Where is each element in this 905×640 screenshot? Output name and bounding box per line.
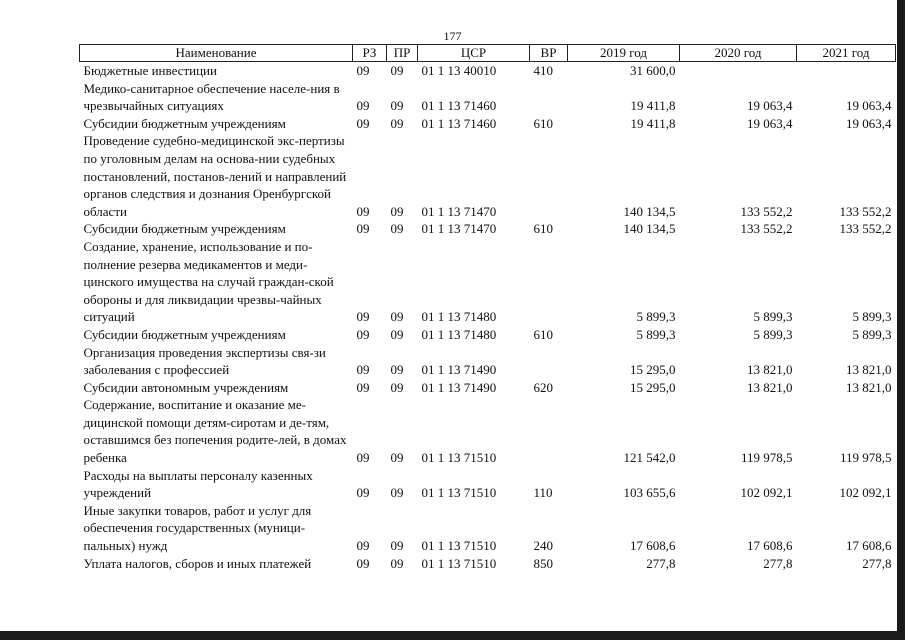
header-2020: 2020 год bbox=[680, 45, 797, 62]
cell-2021: 17 608,6 bbox=[846, 538, 892, 554]
cell-2019: 140 134,5 bbox=[623, 203, 676, 219]
cell-vr bbox=[530, 238, 568, 326]
cell-2019: 5 899,3 bbox=[636, 326, 676, 342]
cell-vr: 620 bbox=[533, 379, 553, 395]
cell-vr bbox=[530, 344, 568, 379]
header-csr: ЦСР bbox=[418, 45, 530, 62]
cell-rz: 09 bbox=[356, 538, 370, 554]
cell-pr: 09 bbox=[390, 98, 404, 114]
cell-2020: 133 552,2 bbox=[740, 203, 793, 219]
cell-2019: 17 608,6 bbox=[630, 538, 676, 554]
cell-name: Организация проведения экспертизы свя-зи заболевания с профессией bbox=[83, 344, 326, 378]
table-header-row bbox=[80, 45, 896, 62]
table-row bbox=[80, 467, 896, 502]
table-row bbox=[80, 555, 896, 573]
cell-csr: 01 1 13 71510 bbox=[421, 555, 497, 571]
cell-pr: 09 bbox=[390, 485, 404, 501]
cell-vr: 240 bbox=[533, 538, 553, 554]
table-row bbox=[80, 115, 896, 133]
cell-pr: 09 bbox=[390, 115, 404, 131]
cell-vr bbox=[530, 132, 568, 220]
cell-2020: 277,8 bbox=[763, 555, 793, 571]
cell-rz: 09 bbox=[356, 203, 370, 219]
cell-2019: 103 655,6 bbox=[623, 485, 676, 501]
cell-rz: 09 bbox=[356, 63, 370, 78]
header-pr: ПР bbox=[387, 45, 418, 62]
table-row bbox=[80, 502, 896, 555]
cell-name: Субсидии автономным учреждениям bbox=[83, 379, 289, 395]
cell-rz: 09 bbox=[356, 362, 370, 378]
cell-pr: 09 bbox=[390, 450, 404, 466]
scan-border-bottom bbox=[0, 631, 905, 640]
cell-rz: 09 bbox=[356, 98, 370, 114]
cell-csr: 01 1 13 71490 bbox=[421, 379, 497, 395]
cell-2019: 121 542,0 bbox=[623, 450, 676, 466]
scan-border-right bbox=[897, 0, 905, 640]
table-row bbox=[80, 238, 896, 326]
cell-rz: 09 bbox=[356, 485, 370, 501]
cell-2021: 5 899,3 bbox=[852, 309, 892, 325]
cell-pr: 09 bbox=[390, 538, 404, 554]
cell-pr: 09 bbox=[390, 326, 404, 342]
cell-rz: 09 bbox=[356, 326, 370, 342]
cell-2021: 102 092,1 bbox=[839, 485, 892, 501]
cell-pr: 09 bbox=[390, 555, 404, 571]
cell-2020: 17 608,6 bbox=[747, 538, 793, 554]
cell-2020: 133 552,2 bbox=[740, 221, 793, 237]
cell-rz: 09 bbox=[356, 115, 370, 131]
cell-2021: 119 978,5 bbox=[839, 450, 892, 466]
cell-2020: 19 063,4 bbox=[747, 115, 793, 131]
cell-2021: 19 063,4 bbox=[846, 98, 892, 114]
cell-2019: 5 899,3 bbox=[636, 309, 676, 325]
cell-name: Создание, хранение, использование и по-полнение резерва медикаментов и меди-цинского имущества на случай граждан-ской обороны и для ликвидации чрезвы-чайных ситуаций bbox=[83, 238, 334, 325]
cell-csr: 01 1 13 71480 bbox=[421, 309, 497, 325]
cell-pr: 09 bbox=[390, 362, 404, 378]
cell-rz: 09 bbox=[356, 221, 370, 237]
cell-csr: 01 1 13 71510 bbox=[421, 485, 497, 501]
cell-2019: 15 295,0 bbox=[630, 379, 676, 395]
cell-name: Субсидии бюджетным учреждениям bbox=[83, 115, 286, 131]
cell-name: Проведение судебно-медицинской экс-пертизы по уголовным делам на основа-нии судебных постановлений, постанов-лений и направлений органов следствия и дознания Оренбургской области bbox=[83, 133, 347, 219]
cell-csr: 01 1 13 71470 bbox=[421, 221, 497, 237]
cell-csr: 01 1 13 40010 bbox=[421, 63, 497, 78]
cell-csr: 01 1 13 71510 bbox=[421, 450, 497, 466]
cell-rz: 09 bbox=[356, 555, 370, 571]
cell-csr: 01 1 13 71510 bbox=[421, 538, 497, 554]
header-2021: 2021 год bbox=[797, 45, 896, 62]
header-name: Наименование bbox=[80, 45, 353, 62]
cell-2020: 13 821,0 bbox=[747, 362, 793, 378]
cell-2019: 19 411,8 bbox=[630, 115, 676, 131]
cell-pr: 09 bbox=[390, 309, 404, 325]
cell-name: Иные закупки товаров, работ и услуг для обеспечения государственных (муници-пальных) нужд bbox=[83, 502, 312, 554]
cell-csr: 01 1 13 71460 bbox=[421, 115, 497, 131]
cell-rz: 09 bbox=[356, 309, 370, 325]
cell-2019: 140 134,5 bbox=[623, 221, 676, 237]
cell-2021: 13 821,0 bbox=[846, 362, 892, 378]
cell-pr: 09 bbox=[390, 203, 404, 219]
budget-table bbox=[79, 44, 896, 572]
cell-2020: 19 063,4 bbox=[747, 98, 793, 114]
page-number: 177 bbox=[443, 29, 462, 43]
table-row bbox=[80, 344, 896, 379]
table-row bbox=[80, 80, 896, 115]
cell-name: Субсидии бюджетным учреждениям bbox=[83, 221, 286, 237]
cell-name: Уплата налогов, сборов и иных платежей bbox=[83, 555, 312, 571]
cell-2021: 5 899,3 bbox=[852, 326, 892, 342]
cell-2019: 15 295,0 bbox=[630, 362, 676, 378]
cell-csr: 01 1 13 71480 bbox=[421, 326, 497, 342]
cell-2020: 119 978,5 bbox=[740, 450, 793, 466]
cell-2019: 31 600,0 bbox=[630, 63, 676, 78]
cell-2021 bbox=[797, 62, 896, 80]
cell-name: Расходы на выплаты персоналу казенных учреждений bbox=[83, 467, 313, 501]
cell-rz: 09 bbox=[356, 379, 370, 395]
cell-2020: 102 092,1 bbox=[740, 485, 793, 501]
table-row bbox=[80, 326, 896, 344]
cell-pr: 09 bbox=[390, 63, 404, 78]
cell-csr: 01 1 13 71470 bbox=[421, 203, 497, 219]
cell-name: Содержание, воспитание и оказание ме-дицинской помощи детям-сиротам и де-тям, оставшимся без попечения родите-лей, в домах ребенка bbox=[83, 397, 347, 466]
header-2019: 2019 год bbox=[568, 45, 680, 62]
cell-2020: 5 899,3 bbox=[753, 326, 793, 342]
cell-2020 bbox=[680, 62, 797, 80]
table-row bbox=[80, 379, 896, 397]
cell-csr: 01 1 13 71490 bbox=[421, 362, 497, 378]
cell-2019: 19 411,8 bbox=[630, 98, 676, 114]
cell-2020: 5 899,3 bbox=[753, 309, 793, 325]
table-row bbox=[80, 396, 896, 466]
table-row bbox=[80, 220, 896, 238]
cell-rz: 09 bbox=[356, 450, 370, 466]
cell-pr: 09 bbox=[390, 379, 404, 395]
cell-name: Субсидии бюджетным учреждениям bbox=[83, 326, 286, 342]
cell-vr: 610 bbox=[533, 221, 553, 237]
table-row bbox=[80, 62, 896, 80]
table-row bbox=[80, 132, 896, 220]
cell-2021: 133 552,2 bbox=[839, 203, 892, 219]
cell-vr: 610 bbox=[533, 326, 553, 342]
cell-name: Медико-санитарное обеспечение населе-ния в чрезвычайных ситуациях bbox=[83, 80, 340, 114]
cell-2021: 133 552,2 bbox=[839, 221, 892, 237]
cell-csr: 01 1 13 71460 bbox=[421, 98, 497, 114]
header-rz: РЗ bbox=[353, 45, 387, 62]
cell-2021: 19 063,4 bbox=[846, 115, 892, 131]
cell-2019: 277,8 bbox=[646, 555, 676, 571]
cell-vr bbox=[530, 80, 568, 115]
cell-vr: 850 bbox=[533, 555, 553, 571]
header-vr: ВР bbox=[530, 45, 568, 62]
cell-vr bbox=[530, 396, 568, 466]
cell-vr: 110 bbox=[533, 485, 553, 501]
cell-vr: 410 bbox=[533, 63, 553, 78]
table-body bbox=[80, 62, 896, 573]
cell-name: Бюджетные инвестиции bbox=[83, 63, 217, 78]
cell-2021: 13 821,0 bbox=[846, 379, 892, 395]
cell-pr: 09 bbox=[390, 221, 404, 237]
cell-vr: 610 bbox=[533, 115, 553, 131]
cell-2021: 277,8 bbox=[862, 555, 892, 571]
cell-2020: 13 821,0 bbox=[747, 379, 793, 395]
